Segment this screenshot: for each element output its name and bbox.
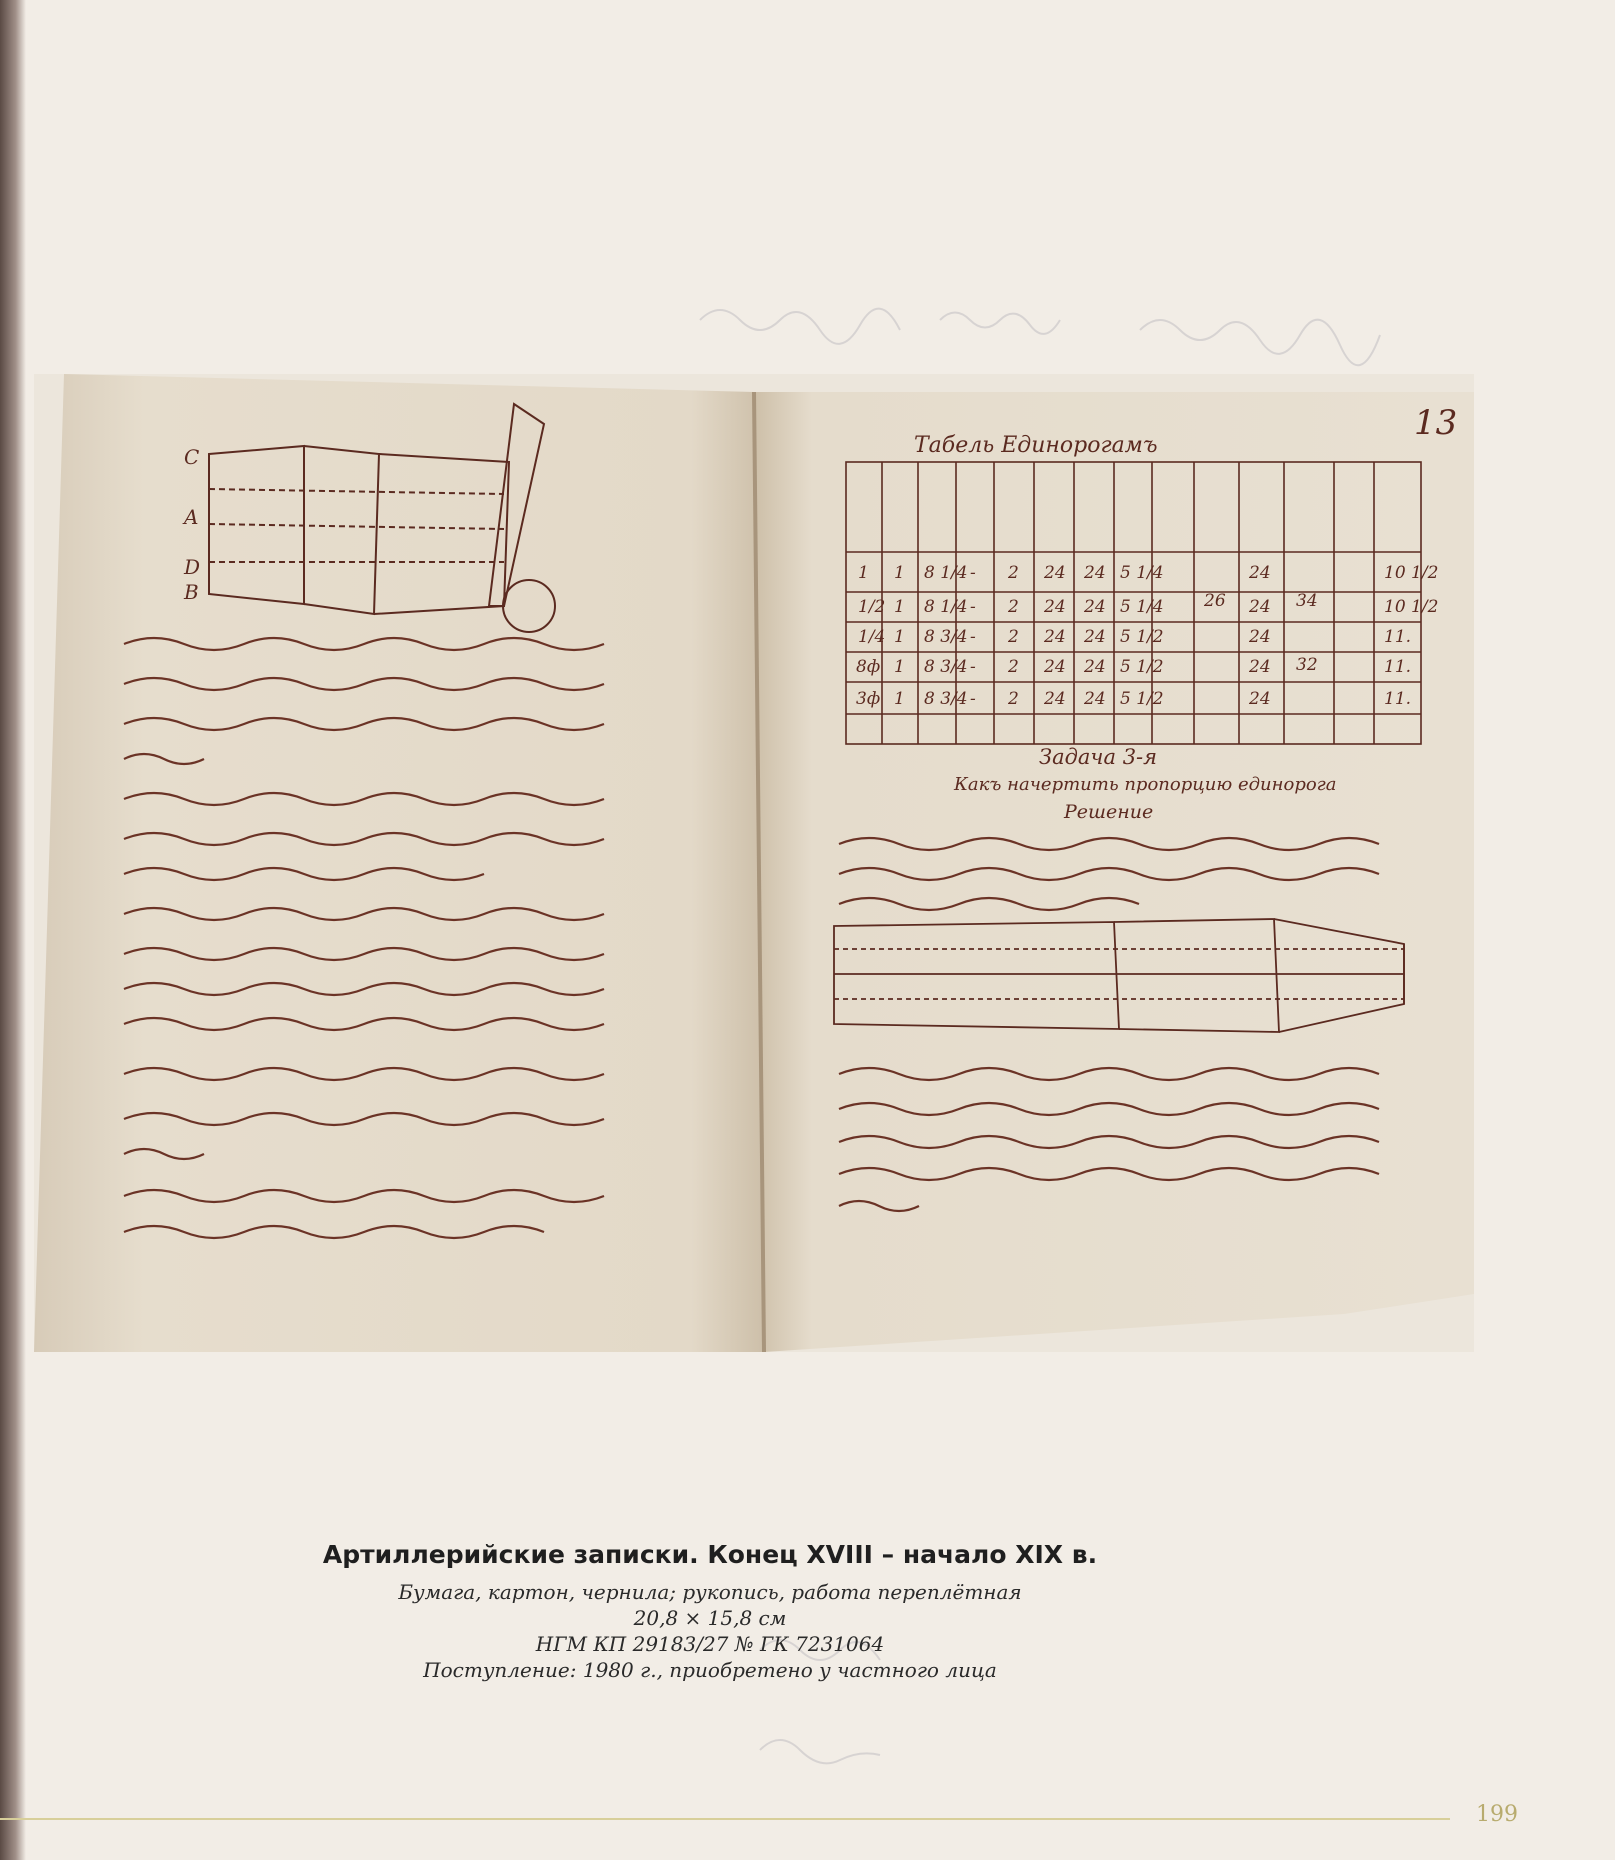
table-cell: 2 xyxy=(1008,597,1019,617)
table-cell: 1 xyxy=(894,627,905,647)
table-cell: 1/4 xyxy=(858,627,886,647)
table-cell: 8 3/4 xyxy=(924,627,968,647)
table-cell: 5 1/2 xyxy=(1120,689,1164,709)
table-cell: 24 xyxy=(1084,563,1106,583)
caption-inventory: НГМ КП 29183/27 № ГК 7231064 xyxy=(535,1632,885,1656)
table-cell: 2 xyxy=(1008,563,1019,583)
table-cell: 24 xyxy=(1044,597,1066,617)
table-cell: 24 xyxy=(1044,627,1066,647)
table-cell: 2 xyxy=(1008,657,1019,677)
table-cell: - xyxy=(970,657,976,677)
manuscript-photo xyxy=(34,374,1474,1352)
label-a: A xyxy=(184,505,199,529)
table-cell: 24 xyxy=(1084,627,1106,647)
caption-title: Артиллерийские записки. Конец XVIII – начало XIX в. xyxy=(322,1540,1098,1569)
table-cell: 24 xyxy=(1044,563,1066,583)
table-cell: 5 1/2 xyxy=(1120,627,1164,647)
table-heading: Табель Единорогамъ xyxy=(914,433,1158,458)
table-cell: 1 xyxy=(894,597,905,617)
table-cell: 8 3/4 xyxy=(924,657,968,677)
task-subtitle: Какъ начертить пропорцию единорога xyxy=(954,774,1337,795)
table-cell: 24 xyxy=(1084,689,1106,709)
table-cell: 3ф xyxy=(856,689,881,709)
table-cell: - xyxy=(970,597,976,617)
table-cell: 24 xyxy=(1084,597,1106,617)
table-cell: 11. xyxy=(1384,689,1412,709)
table-cell: - xyxy=(970,689,976,709)
table-cell: 8 1/4 xyxy=(924,563,968,583)
table-cell: 5 1/2 xyxy=(1120,657,1164,677)
table-cell: 1 xyxy=(858,563,869,583)
label-d: D xyxy=(184,555,201,579)
table-cell: 24 xyxy=(1044,689,1066,709)
caption-block xyxy=(300,1540,1120,1683)
table-cell: 1 xyxy=(894,689,905,709)
task-title: Задача 3-я xyxy=(1039,745,1158,769)
binding-shadow xyxy=(0,0,26,1860)
table-cell: 24 xyxy=(1084,657,1106,677)
table-cell: 2 xyxy=(1008,627,1019,647)
table-cell: 24 xyxy=(1249,563,1271,583)
table-cell: 10 1/2 xyxy=(1384,563,1439,583)
caption-materials: Бумага, картон, чернила; рукопись, работа переплётная xyxy=(398,1580,1022,1604)
table-cell: 1/2 xyxy=(858,597,886,617)
table-cell: 24 xyxy=(1249,597,1271,617)
table-cell: 24 xyxy=(1249,689,1271,709)
table-cell: 8 1/4 xyxy=(924,597,968,617)
table-cell: 5 1/4 xyxy=(1120,597,1164,617)
table-cell: 24 xyxy=(1249,657,1271,677)
caption-provenance: Поступление: 1980 г., приобретено у частного лица xyxy=(423,1658,997,1682)
table-side-value: 26 xyxy=(1204,591,1226,611)
table-cell: 1 xyxy=(894,563,905,583)
label-c: C xyxy=(184,445,200,469)
solution-heading: Решение xyxy=(1064,801,1154,823)
table-cell: 1 xyxy=(894,657,905,677)
table-cell: 10 1/2 xyxy=(1384,597,1439,617)
left-page xyxy=(34,374,764,1352)
caption-dimensions: 20,8 × 15,8 см xyxy=(633,1606,787,1630)
table-side-value: 32 xyxy=(1296,655,1318,675)
table-cell: - xyxy=(970,627,976,647)
page-number: 199 xyxy=(1476,1802,1518,1827)
table-cell: 8 3/4 xyxy=(924,689,968,709)
table-cell: 11. xyxy=(1384,657,1412,677)
table-side-value: 34 xyxy=(1296,591,1318,611)
table-cell: 11. xyxy=(1384,627,1412,647)
table-cell: 2 xyxy=(1008,689,1019,709)
table-cell: 8ф xyxy=(856,657,881,677)
table-cell: - xyxy=(970,563,976,583)
table-cell: 24 xyxy=(1249,627,1271,647)
manuscript-page-number: 13 xyxy=(1414,403,1458,443)
label-b: B xyxy=(184,580,199,604)
footer-rule xyxy=(0,1818,1450,1820)
table-cell: 24 xyxy=(1044,657,1066,677)
table-cell: 5 1/4 xyxy=(1120,563,1164,583)
